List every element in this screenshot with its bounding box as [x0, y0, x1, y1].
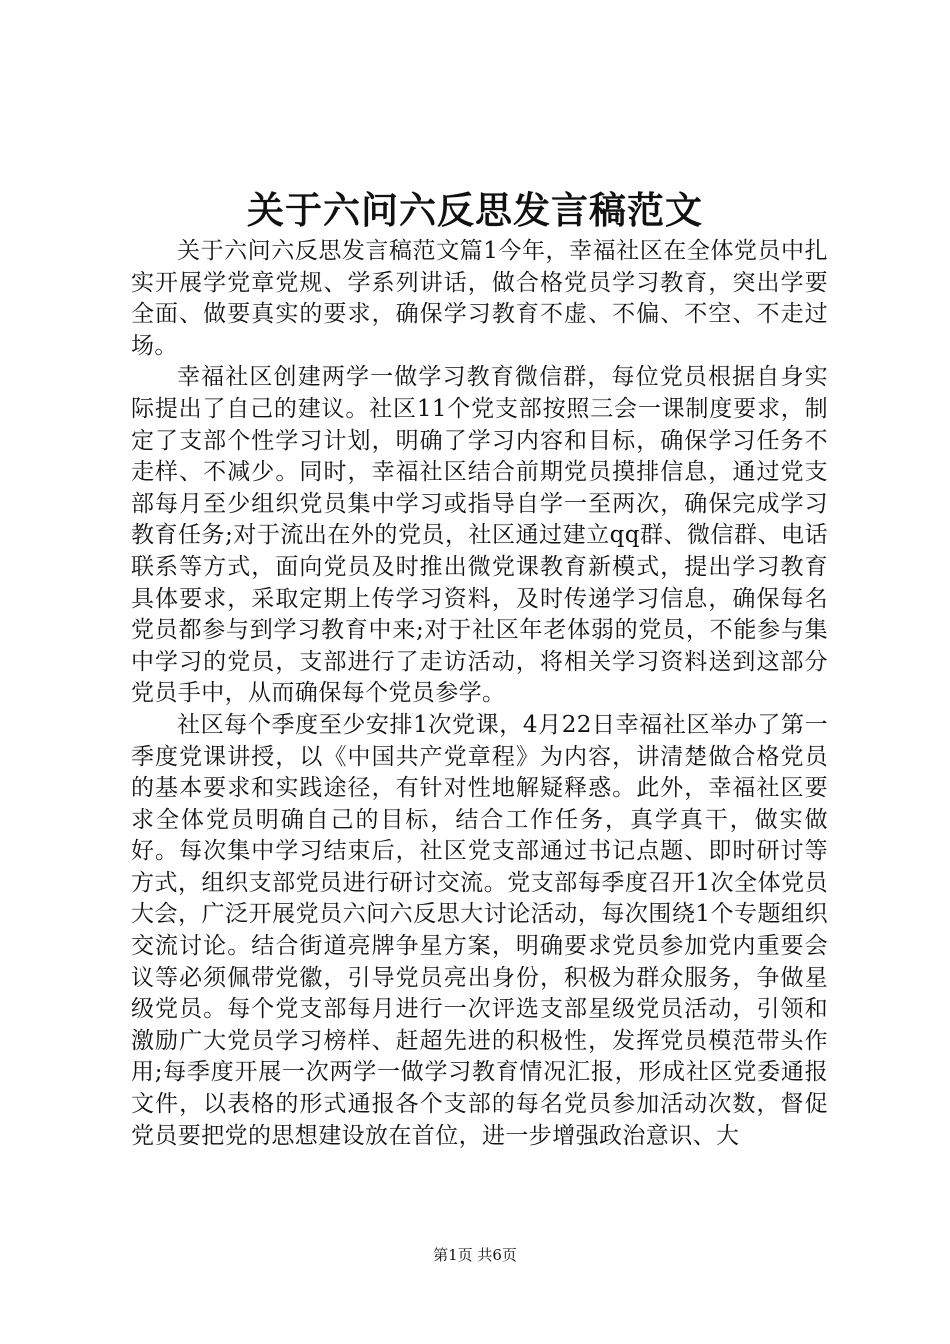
paragraph: 关于六问六反思发言稿范文篇1今年，幸福社区在全体党员中扎实开展学党章党规、学系列讲话，做合格党员学习教育，突出学要全面、做要真实的要求，确保学习教育不虚、不偏、不空、不走过场。 [131, 238, 828, 359]
page-number: 第1页 共6页 [433, 1246, 517, 1264]
document-body [131, 236, 828, 1152]
paragraph: 幸福社区创建两学一做学习教育微信群，每位党员根据自身实际提出了自己的建议。社区11个党支部按照三会一课制度要求，制定了支部个性学习计划，明确了学习内容和目标，确保学习任务不走样、不减少。同时，幸福社区结合前期党员摸排信息，通过党支部每月至少组织党员集中学习或指导自学一至两次，确保完成学习教育任务;对于流出在外的党员，社区通过建立qq群、微信群、电话联系等方式，面向党员及时推出微党课教育新模式，提出学习教育具体要求，采取定期上传学习资料，及时传递学习信息，确保每名党员都参与到学习教育中来;对于社区年老体弱的党员，不能参与集中学习的党员，支部进行了走访活动，将相关学习资料送到这部分党员手中，从而确保每个党员参学。 [131, 364, 828, 707]
paragraph: 社区每个季度至少安排1次党课，4月22日幸福社区举办了第一季度党课讲授，以《中国共产党章程》为内容，讲清楚做合格党员的基本要求和实践途径，有针对性地解疑释惑。此外，幸福社区要求全体党员明确自己的目标，结合工作任务，真学真干，做实做好。每次集中学习结束后，社区党支部通过书记点题、即时研讨等方式，组织支部党员进行研讨交流。党支部每季度召开1次全体党员大会，广泛开展党员六问六反思大讨论活动，每次围绕1个专题组织交流讨论。结合街道亮牌争星方案，明确要求党员参加党内重要会议等必须佩带党徽，引导党员亮出身份，积极为群众服务，争做星级党员。每个党支部每月进行一次评选支部星级党员活动，引领和激励广大党员学习榜样、赶超先进的积极性，发挥党员模范带头作用;每季度开展一次两学一做学习教育情况汇报，形成社区党委通报文件，以表格的形式通报各个支部的每名党员参加活动次数，督促党员要把党的思想建设放在首位，进一步增强政治意识、大 [131, 711, 828, 1149]
document-title: 关于六问六反思发言稿范文 [247, 188, 703, 232]
